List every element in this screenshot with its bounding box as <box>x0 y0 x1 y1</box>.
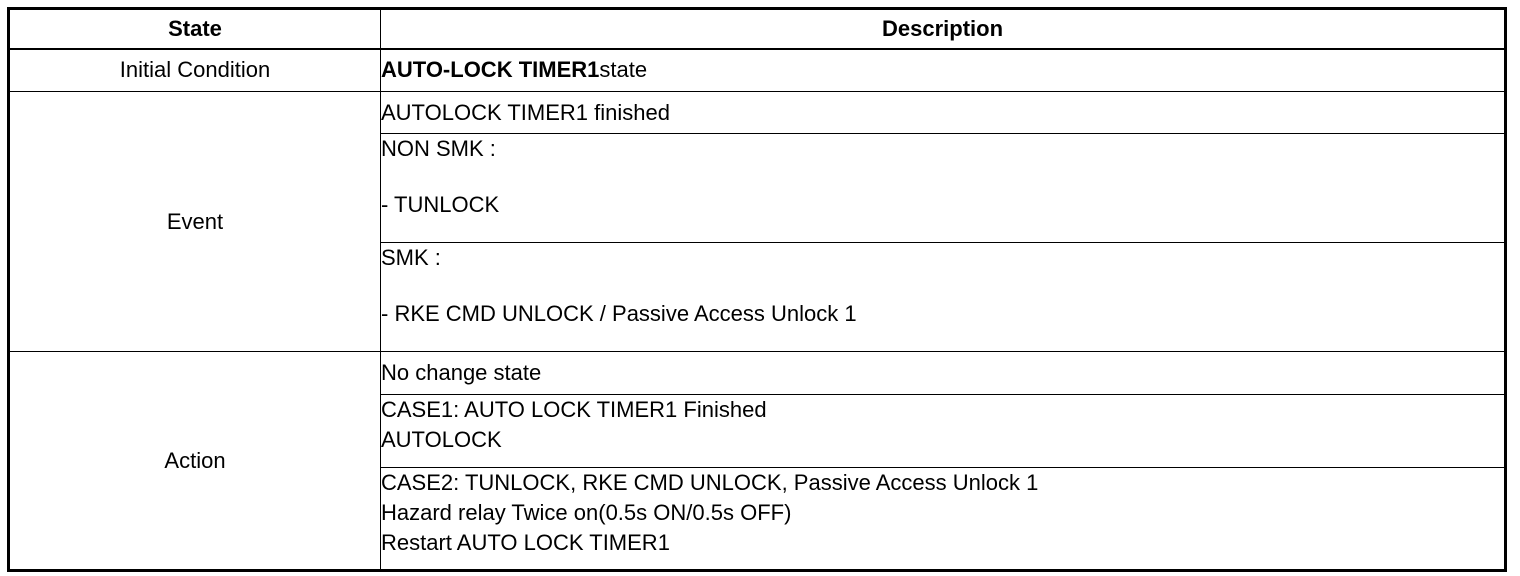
header-row <box>9 9 1506 49</box>
event-description-3 <box>381 243 1506 352</box>
action-1-line-1: No change state <box>381 360 542 385</box>
header-description: Description <box>381 9 1506 49</box>
action-description-2 <box>381 395 1506 468</box>
event-1-line-1: AUTOLOCK TIMER1 finished <box>381 99 670 125</box>
event-description-1 <box>381 92 1506 134</box>
event-row-1 <box>9 92 1506 134</box>
action-3-line-2: Hazard relay Twice on(0.5s ON/0.5s OFF) <box>381 500 792 525</box>
action-description-1 <box>381 352 1506 395</box>
initial-condition-bold: AUTO-LOCK TIMER1 <box>381 57 600 83</box>
action-description-3 <box>381 468 1506 571</box>
initial-condition-label: Initial Condition <box>9 49 381 92</box>
event-2-line-2: - TUNLOCK <box>381 192 500 217</box>
initial-condition-rest: state <box>599 57 648 83</box>
event-3-line-2: - RKE CMD UNLOCK / Passive Access Unlock 1 <box>381 301 857 326</box>
event-2-line-1: NON SMK : <box>381 136 496 161</box>
initial-condition-description <box>381 49 1506 92</box>
event-description-2 <box>381 134 1506 243</box>
header-state: State <box>9 9 381 49</box>
action-label: Action <box>9 352 381 571</box>
action-2-line-2: AUTOLOCK <box>381 427 502 452</box>
event-label: Event <box>9 92 381 352</box>
initial-condition-row <box>9 49 1506 92</box>
event-3-line-1: SMK : <box>381 245 441 270</box>
action-row-1 <box>9 352 1506 395</box>
state-transition-table <box>7 7 1507 572</box>
action-3-line-3: Restart AUTO LOCK TIMER1 <box>381 530 670 555</box>
action-2-line-1: CASE1: AUTO LOCK TIMER1 Finished <box>381 397 767 422</box>
action-3-line-1: CASE2: TUNLOCK, RKE CMD UNLOCK, Passive Access Unlock 1 <box>381 470 1039 495</box>
